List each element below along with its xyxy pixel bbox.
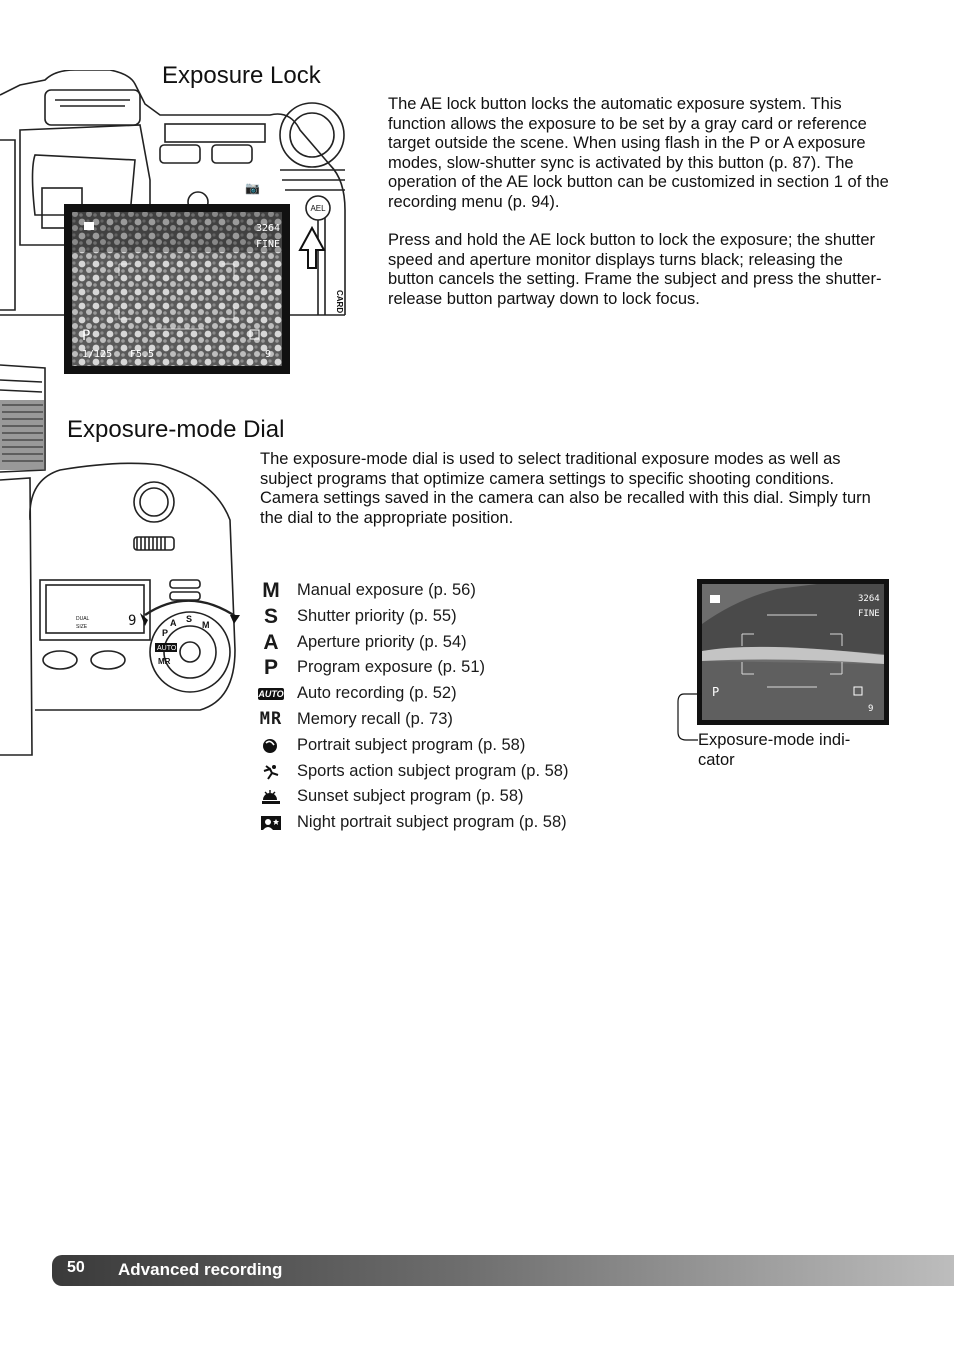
mode-dial-paragraph: The exposure-mode dial is used to select traditional exposure modes as well as subject programs that optimize camera settings to specific shooting conditions. Camera settings saved in the camera can also be recalled with this dial. Simply turn the dial to the appropriate position. (260, 450, 871, 527)
mode-item (256, 810, 636, 836)
mode-item (256, 578, 636, 604)
monitor-display-flowers (64, 204, 290, 374)
monitor1-frames: 9 (265, 349, 272, 360)
mode-item (256, 604, 636, 630)
mode-item (256, 630, 636, 656)
section-title: Advanced recording (118, 1260, 283, 1279)
mode-item (256, 655, 636, 681)
mode-symbol: P (263, 656, 278, 680)
mode-label: Manual exposure (p. 56) (297, 581, 476, 599)
ae-lock-paragraph-1: The AE lock button locks the automatic exposure system. This function allows the exposure to be set by a gray card or reference target outside the scene. When using flash in the P or A exposure modes, slow-shutter sync is activated by this button (p. 87). The operation of the AE lock button can be customized in section 1 of the recording menu (p. 94). (388, 95, 889, 211)
monitor2-quality: FINE (858, 609, 880, 619)
ael-label: AEL (310, 204, 326, 213)
camera-icon: 📷 (245, 181, 260, 195)
dial-label-s: S (186, 614, 193, 624)
mode-label: Memory recall (p. 73) (297, 709, 453, 728)
mode-label: Shutter priority (p. 55) (297, 606, 457, 625)
arrow-up-icon (300, 228, 324, 268)
monitor1-mode: P (82, 328, 91, 344)
ae-lock-paragraph-2: Press and hold the AE lock button to lock the exposure; the shutter speed and aperture monitor displays turns black; releasing the button cancels the setting. Frame the subject and press the shutter-release button partway down to lock focus. (388, 231, 882, 308)
mode-label: Aperture priority (p. 54) (297, 632, 467, 651)
mode-item (256, 784, 636, 810)
monitor-display-landscape (697, 579, 889, 725)
top-lcd-digit: 9 (128, 613, 137, 629)
mode-label: Sports action subject program (p. 58) (297, 761, 569, 780)
dial-label-mr: MR (158, 657, 171, 666)
mode-symbol: MR (259, 708, 283, 729)
monitor1-count: 3264 (256, 223, 281, 234)
monitor2-frames: 9 (868, 704, 874, 714)
monitor1-shutter: 1/125 (82, 349, 113, 360)
top-lcd-dual: DUAL (76, 616, 90, 622)
page-number: 50 (67, 1259, 85, 1276)
dial-label-p: P (162, 628, 169, 638)
mode-label: Night portrait subject program (p. 58) (297, 813, 567, 832)
camera-top-illustration (0, 360, 245, 760)
card-label: CARD (335, 290, 344, 314)
monitor2-count: 3264 (858, 594, 880, 604)
mode-item (256, 707, 636, 733)
mode-label: Program exposure (p. 51) (297, 658, 486, 677)
mode-label: Auto recording (p. 52) (297, 684, 457, 703)
monitor1-aperture: F5.5 (130, 349, 155, 360)
monitor1-quality: FINE (256, 239, 281, 250)
mode-label: Sunset subject program (p. 58) (297, 787, 524, 806)
mode-label: Portrait subject program (p. 58) (297, 735, 526, 754)
top-lcd-size: SIZE (76, 624, 88, 630)
mode-symbol: M (262, 579, 280, 602)
mode-item (256, 681, 636, 707)
mode-item (256, 733, 636, 759)
mode-list (256, 578, 636, 836)
mode-symbol: A (263, 630, 279, 654)
dial-label-auto: AUTO (157, 645, 177, 652)
dial-label-m: M (202, 620, 210, 630)
exposure-mode-dial-heading: Exposure-mode Dial (67, 416, 285, 443)
night-portrait-icon (256, 810, 286, 841)
mode-symbol: AUTO (258, 689, 284, 700)
mode-symbol: S (263, 604, 278, 628)
exposure-lock-heading: Exposure Lock (162, 62, 321, 89)
mode-item (256, 759, 636, 785)
exposure-mode-indicator-callout: Exposure-mode indi- cator (698, 731, 851, 769)
dial-label-a: A (170, 618, 177, 628)
monitor2-mode: P (712, 685, 720, 699)
